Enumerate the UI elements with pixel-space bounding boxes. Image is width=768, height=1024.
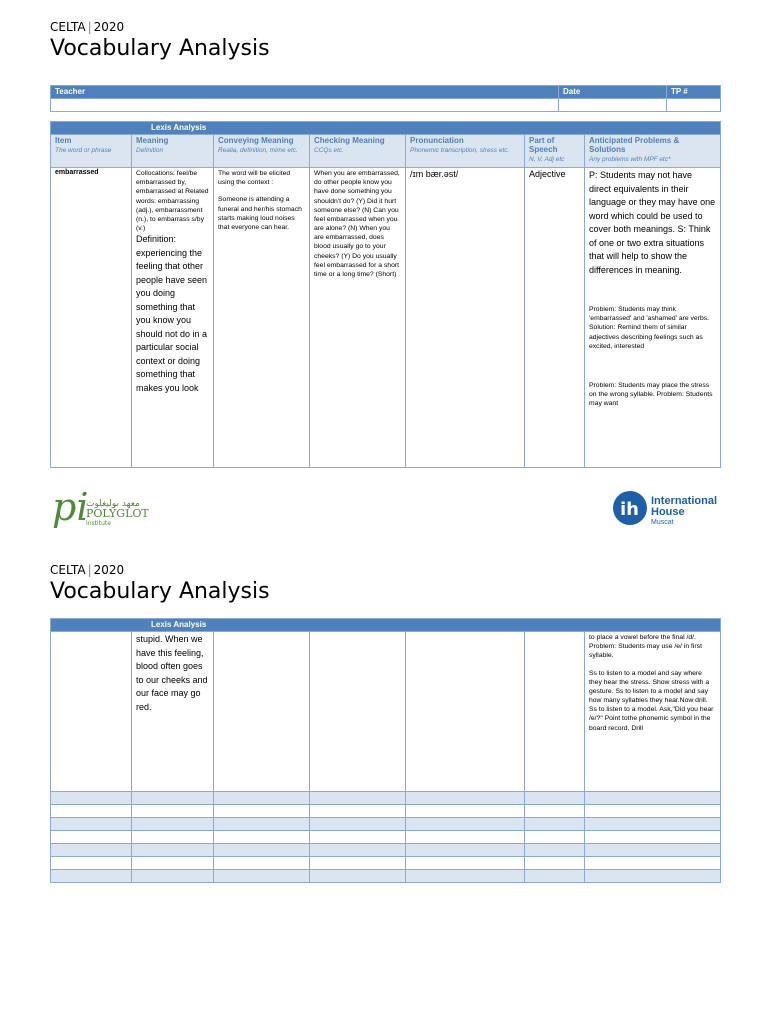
polyglot-name: POLYGLOT — [86, 507, 149, 520]
pos-cell-2[interactable] — [525, 632, 585, 792]
celta-year-2: 2020 — [93, 563, 125, 577]
col-pos: Part of Speech N, V, Adj etc — [525, 135, 585, 168]
conveying-context: Someone is attending a funeral and her/his stomach starts making loud noises that everyone can hear. — [218, 196, 302, 231]
table-row — [51, 792, 721, 805]
meaning-definition: Definition: experiencing the feeling that other people have seen you doing something that you know you should not do in a particular social context or doing something that makes you look — [136, 234, 208, 393]
conveying-cell — [214, 168, 310, 468]
tp-label: TP # — [667, 86, 721, 99]
pronunciation-cell: /ɪm bær.əst/ — [406, 168, 525, 468]
ih-mark — [612, 488, 722, 528]
lexis-title: Lexis Analysis — [51, 122, 721, 135]
lexis-table-2 — [50, 618, 721, 883]
conveying-cell-2[interactable] — [214, 632, 310, 792]
problems-cont-cell — [585, 632, 721, 792]
meaning-cont-cell: stupid. When we have this feeling, blood often goes to our cheeks and our face may go red. — [132, 632, 214, 792]
pos-cell: Adjective — [525, 168, 585, 468]
date-label: Date — [559, 86, 667, 99]
problems-verbs: Problem: Students may think 'embarrassed' and 'ashamed' are verbs. Solution: Remind them of similar adjectives describing feelings such as excited, interested — [589, 306, 710, 350]
page2-header — [50, 563, 270, 604]
lexis-table-1 — [50, 121, 721, 468]
table-row — [51, 857, 721, 870]
teacher-table — [50, 85, 721, 112]
celta-label: CELTA | 2020 — [50, 20, 125, 34]
problems-stress: Problem: Students may place the stress on the wrong syllable. Problem: Students may want — [589, 381, 713, 408]
page-title: Vocabulary Analysis — [50, 36, 270, 61]
svg-text:pi: pi — [52, 486, 89, 529]
polyglot-arabic: معهد بوليغلوت — [86, 499, 140, 509]
polyglot-mark — [50, 486, 170, 530]
problems-main: P: Students may not have direct equivalents in their language or they may have one word which could be used to cover both meanings. S: Think of one or two extra situations that will help to show the differences in meaning. — [589, 170, 716, 275]
celta-label-2: CELTA | 2020 — [50, 563, 125, 577]
col-meaning: Meaning Definition — [132, 135, 214, 168]
col-problems: Anticipated Problems & Solutions Any problems with MPF etc* — [585, 135, 721, 168]
table-row — [51, 168, 721, 468]
tp-field[interactable] — [667, 99, 721, 112]
lexis-title-2: Lexis Analysis — [51, 619, 721, 632]
col-pronunciation: Pronunciation Phonemic transcription, stress etc. — [406, 135, 525, 168]
conveying-intro: The word will be elicited using the context : — [218, 170, 291, 187]
date-field[interactable] — [559, 99, 667, 112]
col-item: Item The word or phrase — [51, 135, 132, 168]
celta-text-2: CELTA — [50, 563, 86, 577]
meaning-collocations: Collocations: feel/be embarrassed by, embarrassed at Related words: embarrassing (adj.), embarrassment (n.), to embarrass s/by (v.) — [136, 170, 209, 233]
problems-cont-1: to place a vowel before the final /d/. Problem: Students may use /e/ in first syllable. — [589, 634, 702, 660]
problems-cont-2: Ss to listen to a model and say where they hear the stress. Show stress with a gesture. Ss to listen to a model and say how many syllables they hear.Now drill. Ss to listen to a model. Ask,"Did you hear /e/?" Point tothe phonemic symbol in the board record. Drill — [589, 669, 714, 732]
teacher-label: Teacher — [51, 86, 559, 99]
polyglot-logo — [50, 486, 170, 530]
ih-line1: International — [651, 495, 718, 507]
table-row — [51, 844, 721, 857]
teacher-field[interactable] — [51, 99, 559, 112]
item-cell-2[interactable] — [51, 632, 132, 792]
celta-text: CELTA — [50, 20, 86, 34]
item-cell: embarrassed — [51, 168, 132, 468]
svg-text:ih: ih — [620, 499, 639, 520]
table-row — [51, 818, 721, 831]
problems-cell — [585, 168, 721, 468]
pronunciation-cell-2[interactable] — [406, 632, 525, 792]
table-row — [51, 831, 721, 844]
checking-cell: When you are embarrassed, do other people know you have done something you shouldn't do? (Y) Did it hurt someone else? (N) Can you feel embarrassed when you are alone? (N) When you are embarrassed, does blood usually go to your cheeks? (Y) Do you usually feel embarrassed for a short time or a long time? (Short) — [310, 168, 406, 468]
col-checking: Checking Meaning CCQs etc. — [310, 135, 406, 168]
ih-logo — [612, 488, 722, 528]
page1-header — [50, 20, 270, 61]
checking-cell-2[interactable] — [310, 632, 406, 792]
page-title-2: Vocabulary Analysis — [50, 579, 270, 604]
ih-line3: Muscat — [651, 519, 674, 526]
meaning-cell — [132, 168, 214, 468]
celta-year: 2020 — [93, 20, 125, 34]
table-row — [51, 632, 721, 792]
ih-line2: House — [651, 506, 685, 518]
table-row — [51, 870, 721, 883]
col-conveying: Conveying Meaning Realia, definition, mime etc. — [214, 135, 310, 168]
polyglot-sub: Institute — [86, 520, 111, 527]
table-row — [51, 805, 721, 818]
